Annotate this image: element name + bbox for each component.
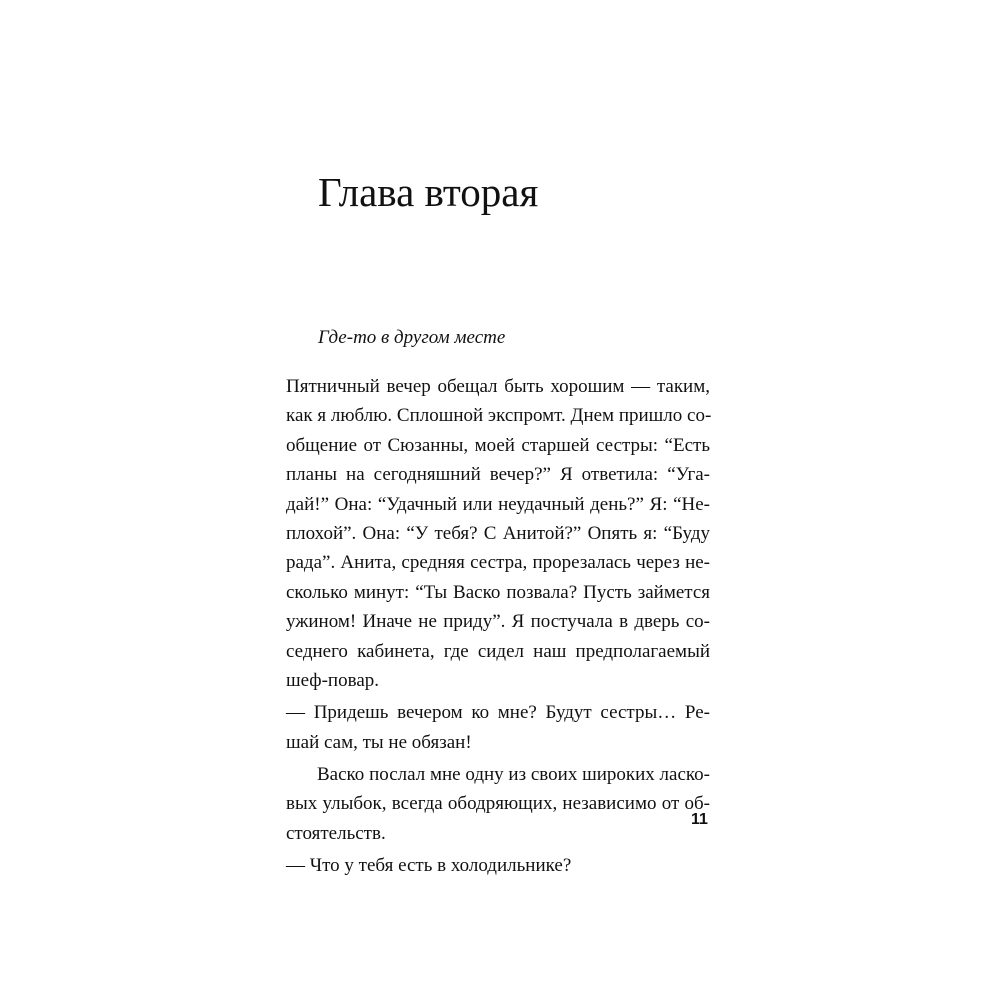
text-line: стоятельств. bbox=[286, 822, 386, 844]
text-line: как я люблю. Сплошной экспромт. Днем пришло со- bbox=[286, 405, 712, 427]
text-line: рада”. Анита, средняя сестра, прорезалась через не- bbox=[286, 552, 710, 574]
text-line: общение от Сюзанны, моей старшей сестры: “Есть bbox=[286, 434, 710, 456]
text-line: Пятничный вечер обещал быть хорошим — таким, bbox=[286, 376, 710, 397]
dialogue-line: — Что у тебя есть в холодильнике? bbox=[286, 855, 572, 877]
chapter-subtitle: Где-то в другом месте bbox=[318, 327, 506, 348]
dialogue-line: шай сам, ты не обязан! bbox=[286, 731, 472, 753]
page-number: 11 bbox=[691, 811, 708, 828]
text-line: дай!” Она: “Удачный или неудачный день?” Я: “Не- bbox=[286, 493, 710, 515]
text-line: седнего кабинета, где сидел наш предполагаемый bbox=[286, 640, 710, 662]
text-line: Васко послал мне одну из своих широких ласко- bbox=[317, 764, 710, 786]
dialogue-line: — Придешь вечером ко мне? Будут сестры… Ре- bbox=[286, 702, 710, 724]
text-line: шеф-повар. bbox=[286, 669, 380, 691]
text-line: плохой”. Она: “У тебя? С Анитой?” Опять я: “Буду bbox=[286, 522, 710, 544]
chapter-title: Глава вторая bbox=[318, 169, 539, 215]
text-line: сколько минут: “Ты Васко позвала? Пусть займется bbox=[286, 581, 710, 603]
body-text bbox=[286, 372, 716, 881]
text-line: планы на сегодняшний вечер?” Я ответила: “Уга- bbox=[286, 464, 710, 486]
text-line: вых улыбок, всегда ободряющих, независимо от об- bbox=[286, 793, 710, 815]
text-line: ужином! Иначе не приду”. Я постучала в дверь со- bbox=[286, 611, 710, 633]
